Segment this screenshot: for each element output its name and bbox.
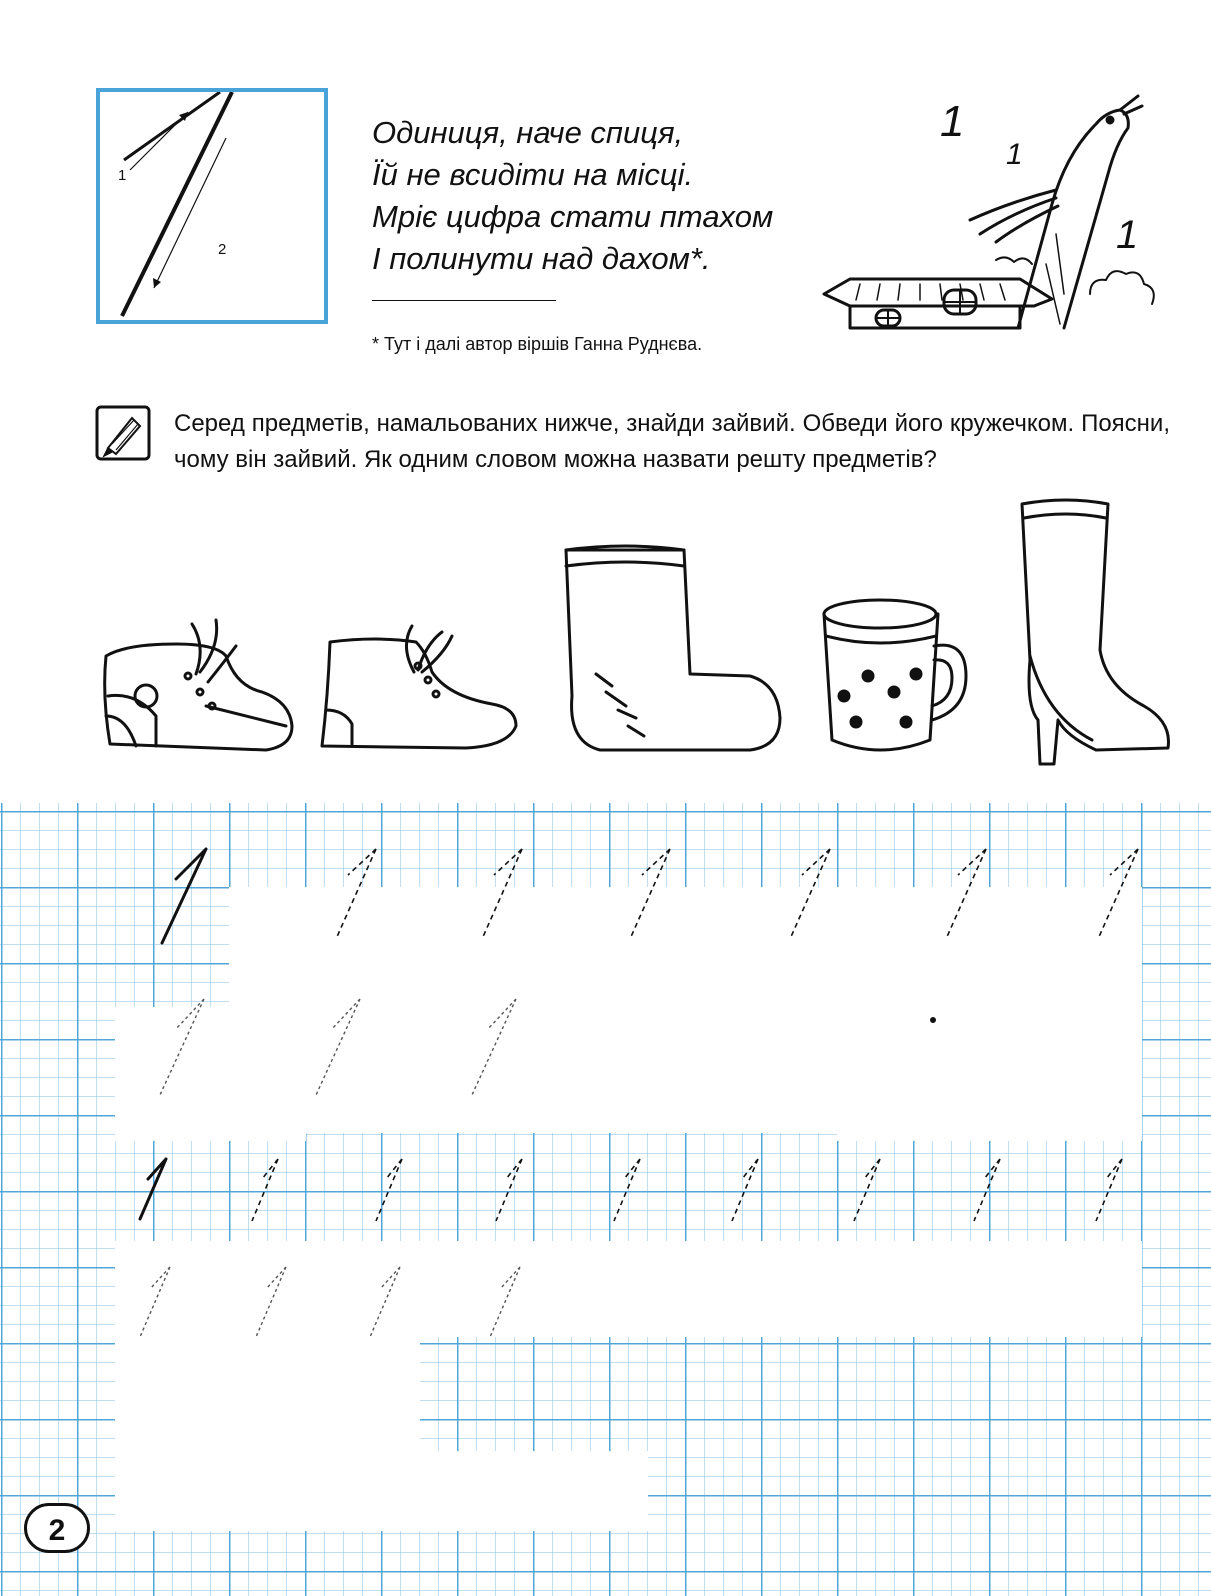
bird-digit-one: 1 [940,97,965,146]
writing-grid [0,803,1211,1596]
digit-one-diagram [100,92,324,320]
footnote: * Тут і далі автор віршів Ганна Руднєва. [372,334,703,354]
stroke-1-direction-arrow [130,112,188,170]
grid-dot [930,1017,936,1023]
footnote-divider [372,300,556,301]
bird-digit-one: 1 [1116,213,1139,257]
stroke-label-1: 1 [118,167,127,184]
faint-trace-ones [140,999,520,1337]
bush [1090,271,1154,304]
poem-line: Їй не всидіти на місці. [372,157,694,192]
items-row [96,496,1176,776]
poem-line: І полинути над дахом*. [372,241,711,276]
felt-boot[interactable] [566,546,780,750]
pen-in-square-icon [94,404,152,462]
bird-eye [1107,117,1113,123]
sneaker[interactable] [105,620,292,750]
ankle-boot[interactable] [322,626,516,748]
sample-digit-one [140,1159,166,1219]
poem [372,112,773,280]
digit-tracing-guides [0,803,1211,1596]
poem-line: Одиниця, наче спиця, [372,115,684,150]
high-heel-boot[interactable] [1022,500,1169,764]
digit-writing-demo [96,88,328,324]
bird-house-illustration [820,84,1180,344]
sample-digit-one [162,849,206,943]
page-number: 2 [24,1503,90,1553]
task-instruction: Серед предметів, намальованих нижче, знайди зайвий. Обведи його кружечком. Поясни, чому він зайвий. Як одним словом можна назвати решту предметів? [174,410,1170,473]
bird-digit-one: 1 [1006,138,1023,171]
stroke-label-2: 2 [218,241,227,258]
arrowhead-2-icon [153,278,161,288]
dashed-trace-ones [252,849,1138,1221]
digit-one-long-stroke [122,92,232,316]
stroke-2-direction-arrow [154,138,226,288]
mug[interactable] [824,600,966,750]
poem-line: Мріє цифра стати птахом [372,199,774,234]
